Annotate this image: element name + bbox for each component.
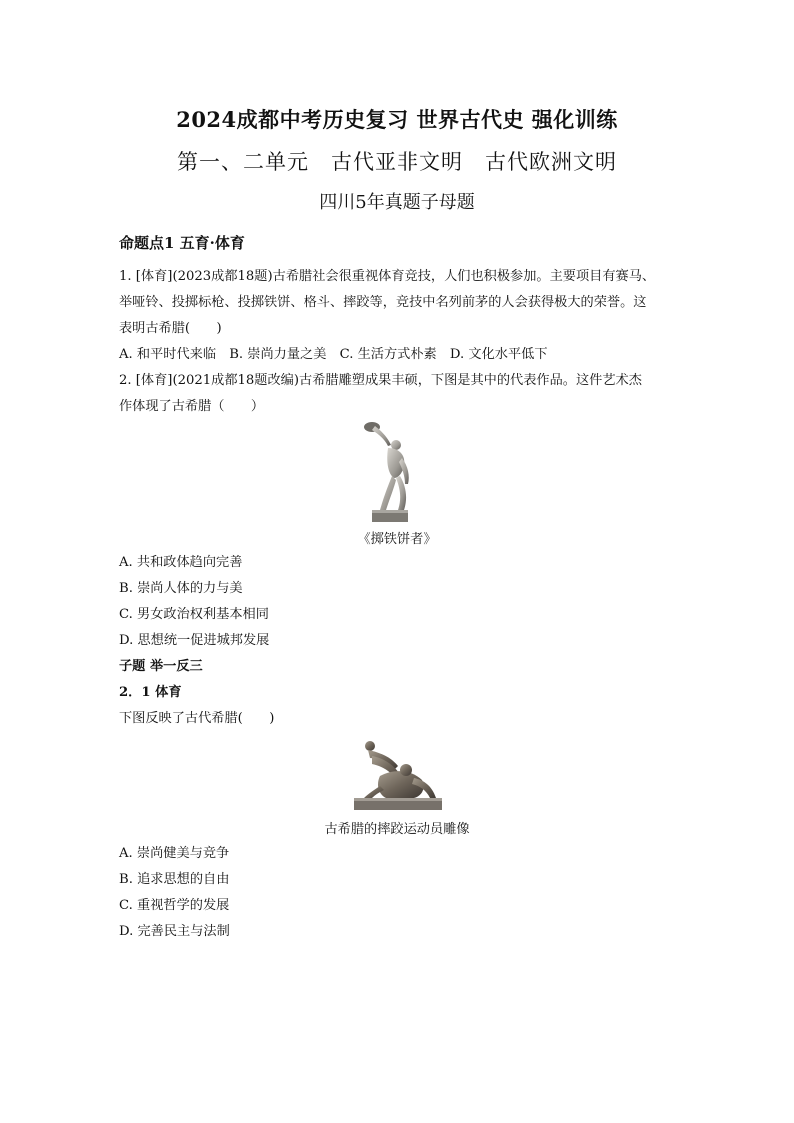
q2-line-2: 作体现了古希腊（ ） <box>119 399 265 414</box>
q1-line-3: 表明古希腊( ) <box>119 321 222 336</box>
section-subtitle: 四川5年真题子母题 <box>319 192 475 213</box>
document-title: 2024成都中考历史复习 世界古代史 强化训练 <box>176 107 618 132</box>
q1-line-1: 1. [体育](2023成都18题)古希腊社会很重视体育竞技，人们也积极参加。主要项目有赛马、 <box>119 269 656 284</box>
subquestion-heading: 子题 举一反三 <box>119 659 203 674</box>
sub-option-d: D. 完善民主与法制 <box>119 924 230 939</box>
q1-line-2: 举哑铃、投掷标枪、投掷铁饼、格斗、摔跤等，竞技中名列前茅的人会获得极大的荣誉。这 <box>119 295 647 310</box>
q2-option-c: C. 男女政治权利基本相同 <box>119 607 269 622</box>
q2-line-1: 2. [体育](2021成都18题改编)古希腊雕塑成果丰硕，下图是其中的代表作品。这件艺术杰 <box>119 373 642 388</box>
figure-caption-discobolus: 《掷铁饼者》 <box>357 532 437 547</box>
q2-option-b: B. 崇尚人体的力与美 <box>119 581 243 596</box>
wrestlers-statue-image <box>350 736 446 812</box>
discobolus-statue-image <box>358 418 432 524</box>
subquestion-number: 2．1 体育 <box>119 685 182 700</box>
sub-option-b: B. 追求思想的自由 <box>119 872 230 887</box>
figure-caption-wrestlers: 古希腊的摔跤运动员雕像 <box>324 822 470 837</box>
q1-options: A. 和平时代来临 B. 崇尚力量之美 C. 生活方式朴素 D. 文化水平低下 <box>119 347 548 362</box>
q2-option-d: D. 思想统一促进城邦发展 <box>119 633 270 648</box>
topic-heading: 命题点1 五育·体育 <box>119 234 245 252</box>
sub-option-a: A. 崇尚健美与竞争 <box>119 846 230 861</box>
sub-option-c: C. 重视哲学的发展 <box>119 898 230 913</box>
subquestion-stem: 下图反映了古代希腊( ) <box>119 711 275 726</box>
unit-subtitle: 第一、二单元 古代亚非文明 古代欧洲文明 <box>177 150 617 174</box>
q2-option-a: A. 共和政体趋向完善 <box>119 555 243 570</box>
